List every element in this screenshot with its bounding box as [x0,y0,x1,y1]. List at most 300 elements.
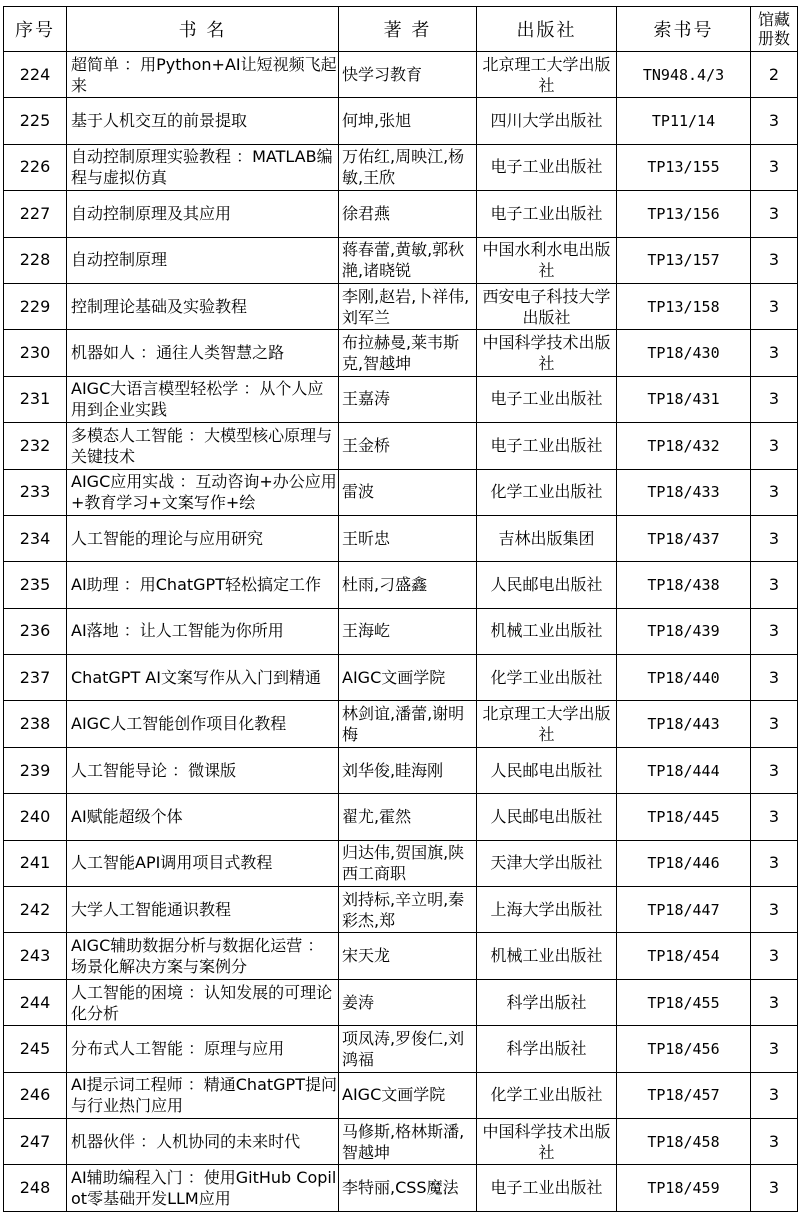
cell-author [339,469,477,515]
cell-publisher-text: 机械工业出版社 [490,946,603,966]
table-row [4,701,798,747]
cell-count-text: 3 [768,343,780,363]
cell-count [751,144,798,190]
cell-count-text: 3 [768,714,780,734]
cell-title [67,1026,339,1072]
cell-author [339,840,477,886]
cell-call-number [617,98,751,144]
cell-publisher-text: 化学工业出版社 [490,1085,603,1105]
cell-publisher [477,191,617,237]
cell-title-text: AI提示词工程师 ：精通ChatGPT提问与行业热门应用 [71,1075,337,1116]
cell-title [67,469,339,515]
cell-call-number-text: TP18/455 [647,993,720,1012]
cell-call-number [617,469,751,515]
cell-author [339,144,477,190]
cell-count [751,237,798,283]
cell-count-text: 3 [768,806,780,826]
cell-num [4,423,67,469]
cell-author-text: AIGC文画学院 [342,1085,446,1105]
cell-title-text: 控制理论基础及实验教程 [71,296,248,316]
cell-publisher [477,701,617,747]
cell-num-text: 236 [19,621,51,641]
cell-publisher-text: 化学工业出版社 [490,667,603,687]
cell-num-text: 225 [19,111,51,131]
table-row [4,747,798,793]
cell-author-text: 归达伟,贺国旗,陕西工商职 [342,843,465,884]
cell-call-number [617,330,751,376]
cell-num [4,515,67,561]
cell-title-text: AIGC应用实战 ：互动咨询+办公应用+教育学习+文案写作+绘 [71,472,337,513]
cell-publisher [477,1072,617,1118]
cell-author [339,330,477,376]
cell-publisher-text: 人民邮电出版社 [490,574,603,594]
cell-num [4,562,67,608]
cell-num-text: 238 [19,714,51,734]
cell-title-text: 人工智能API调用项目式教程 [71,853,273,873]
cell-call-number-text: TP18/459 [647,1179,720,1198]
cell-num [4,887,67,933]
table-row [4,52,798,98]
cell-count-text: 3 [768,899,780,919]
cell-author-text: 姜涛 [342,992,375,1012]
cell-title [67,98,339,144]
cell-num [4,1072,67,1118]
cell-num-text: 241 [19,853,51,873]
cell-count [751,191,798,237]
cell-author [339,747,477,793]
cell-num [4,237,67,283]
table-row [4,979,798,1025]
cell-num-text: 227 [19,203,51,223]
cell-publisher [477,283,617,329]
cell-author-text: 王昕忠 [342,528,391,548]
cell-publisher [477,98,617,144]
cell-title [67,840,339,886]
cell-publisher-text: 吉林出版集团 [498,528,595,548]
cell-title-text: 机器伙伴 ：人机协同的未来时代 [71,1131,301,1151]
cell-publisher-text: 电子工业出版社 [490,203,603,223]
cell-count [751,1165,798,1212]
cell-call-number-text: TP18/430 [647,344,720,363]
table-row [4,887,798,933]
cell-publisher-text: 化学工业出版社 [490,482,603,502]
cell-num-text: 247 [19,1131,51,1151]
cell-publisher-text: 中国水利水电出版社 [482,240,611,281]
cell-count-text: 3 [768,203,780,223]
cell-count [751,608,798,654]
cell-title [67,608,339,654]
cell-count-text: 3 [768,296,780,316]
table-row [4,1026,798,1072]
cell-count-text: 3 [768,1178,780,1198]
cell-count [751,979,798,1025]
cell-title [67,144,339,190]
cell-title-text: 机器如人 ：通往人类智慧之路 [71,343,285,363]
cell-title-text: AI助理 ：用ChatGPT轻松搞定工作 [71,574,321,594]
cell-publisher [477,1026,617,1072]
header-call-number: 索书号 [617,7,751,52]
cell-author-text: 王海屹 [342,621,391,641]
cell-title-text: AI落地 ：让人工智能为你所用 [71,621,284,641]
cell-author [339,794,477,840]
cell-count [751,52,798,98]
cell-author-text: 雷波 [342,482,375,502]
table-row [4,191,798,237]
cell-title-text: 自动控制原理 [71,250,168,270]
cell-publisher [477,469,617,515]
cell-publisher-text: 科学出版社 [506,992,587,1012]
table-row [4,237,798,283]
cell-num [4,469,67,515]
cell-publisher [477,655,617,701]
cell-num-text: 234 [19,528,51,548]
cell-publisher [477,1165,617,1212]
cell-num-text: 245 [19,1038,51,1058]
cell-publisher-text: 机械工业出版社 [490,621,603,641]
table-row [4,423,798,469]
cell-call-number-text: TP13/158 [647,297,720,316]
cell-author-text: 杜雨,刁盛鑫 [342,574,428,594]
table-row [4,376,798,422]
cell-publisher [477,608,617,654]
cell-num [4,144,67,190]
cell-count [751,376,798,422]
cell-author-text: AIGC文画学院 [342,667,446,687]
cell-count [751,1118,798,1164]
cell-publisher-text: 上海大学出版社 [490,899,603,919]
cell-author-text: 布拉赫曼,莱韦斯克,智越坤 [342,333,460,374]
cell-publisher [477,887,617,933]
cell-publisher-text: 电子工业出版社 [490,157,603,177]
cell-call-number-text: TP18/433 [647,483,720,502]
cell-title-text: 人工智能导论 ：微课版 [71,760,237,780]
cell-num [4,608,67,654]
cell-publisher-text: 电子工业出版社 [490,435,603,455]
cell-author [339,191,477,237]
cell-author [339,1072,477,1118]
cell-num [4,1026,67,1072]
cell-call-number [617,701,751,747]
cell-author [339,979,477,1025]
cell-count-text: 3 [768,250,780,270]
cell-author [339,423,477,469]
cell-title-text: AIGC辅助数据分析与数据化运营 ：场景化解决方案与案例分 [71,936,324,977]
cell-author [339,52,477,98]
cell-title [67,237,339,283]
cell-title [67,887,339,933]
table-row [4,655,798,701]
cell-count-text: 3 [768,389,780,409]
cell-call-number [617,423,751,469]
cell-call-number [617,283,751,329]
cell-count-text: 3 [768,853,780,873]
cell-count [751,794,798,840]
table-row [4,144,798,190]
cell-title [67,283,339,329]
cell-author [339,701,477,747]
cell-title [67,933,339,979]
cell-title-text: ChatGPT AI文案写作从入门到精通 [71,667,321,687]
header-title: 书 名 [67,7,339,52]
cell-title-text: AIGC人工智能创作项目化教程 [71,714,287,734]
cell-num [4,701,67,747]
cell-title [67,979,339,1025]
cell-call-number [617,1026,751,1072]
cell-author-text: 项凤涛,罗俊仁,刘鸿福 [342,1028,465,1069]
cell-count [751,747,798,793]
cell-num-text: 240 [19,806,51,826]
cell-publisher-text: 北京理工大学出版社 [482,704,611,745]
cell-title [67,52,339,98]
cell-publisher [477,979,617,1025]
cell-num [4,98,67,144]
cell-publisher-text: 中国科学技术出版社 [482,1121,611,1162]
cell-call-number-text: TP18/440 [647,668,720,687]
cell-author [339,515,477,561]
table-row [4,794,798,840]
cell-num-text: 228 [19,250,51,270]
cell-count-text: 3 [768,992,780,1012]
cell-author-text: 王嘉涛 [342,389,391,409]
cell-call-number [617,608,751,654]
cell-call-number-text: TP18/456 [647,1039,720,1058]
cell-call-number-text: TN948.4/3 [642,65,725,84]
cell-num-text: 226 [19,157,51,177]
cell-call-number [617,655,751,701]
cell-title-text: 多模态人工智能 ：大模型核心原理与关键技术 [71,425,333,466]
cell-count-text: 3 [768,760,780,780]
cell-author [339,655,477,701]
cell-publisher [477,562,617,608]
cell-count [751,423,798,469]
cell-call-number [617,794,751,840]
cell-num-text: 232 [19,435,51,455]
cell-author [339,1118,477,1164]
cell-count [751,840,798,886]
cell-count-text: 3 [768,435,780,455]
cell-publisher-text: 人民邮电出版社 [490,760,603,780]
cell-title [67,423,339,469]
cell-num [4,52,67,98]
cell-call-number-text: TP18/458 [647,1132,720,1151]
cell-call-number-text: TP18/438 [647,575,720,594]
cell-publisher-text: 北京理工大学出版社 [482,54,611,95]
cell-num [4,933,67,979]
cell-author-text: 王金桥 [342,435,391,455]
cell-count-text: 3 [768,946,780,966]
cell-publisher-text: 电子工业出版社 [490,389,603,409]
cell-call-number-text: TP18/439 [647,622,720,641]
cell-title [67,376,339,422]
cell-author-text: 蒋春蕾,黄敏,郭秋滟,诸晓锐 [342,240,465,281]
table-row [4,840,798,886]
cell-publisher [477,515,617,561]
table-row [4,562,798,608]
cell-call-number [617,979,751,1025]
cell-call-number-text: TP18/457 [647,1086,720,1105]
cell-author [339,887,477,933]
cell-count-text: 3 [768,1085,780,1105]
cell-count-text: 3 [768,157,780,177]
cell-title [67,1165,339,1212]
cell-count-text: 3 [768,111,780,131]
cell-num [4,655,67,701]
cell-call-number-text: TP18/454 [647,947,720,966]
cell-num [4,979,67,1025]
cell-publisher [477,144,617,190]
cell-call-number-text: TP18/437 [647,529,720,548]
cell-call-number [617,562,751,608]
cell-title [67,191,339,237]
cell-author [339,376,477,422]
cell-num [4,1118,67,1164]
cell-title [67,794,339,840]
cell-publisher [477,747,617,793]
cell-author [339,608,477,654]
cell-count-text: 3 [768,482,780,502]
cell-count-text: 3 [768,574,780,594]
cell-publisher [477,52,617,98]
cell-publisher [477,1118,617,1164]
cell-num [4,1165,67,1212]
cell-count [751,933,798,979]
cell-num-text: 243 [19,946,51,966]
cell-call-number [617,1072,751,1118]
cell-author [339,237,477,283]
table-row [4,1165,798,1212]
cell-author-text: 刘华俊,眭海刚 [342,760,444,780]
cell-publisher [477,237,617,283]
cell-num-text: 230 [19,343,51,363]
cell-num [4,283,67,329]
cell-num [4,840,67,886]
cell-num [4,794,67,840]
cell-author-text: 宋天龙 [342,946,391,966]
cell-publisher [477,423,617,469]
cell-count [751,655,798,701]
cell-title-text: 大学人工智能通识教程 [71,899,232,919]
book-catalog-table [3,6,798,1212]
cell-publisher-text: 电子工业出版社 [490,1178,603,1198]
cell-call-number [617,237,751,283]
cell-title [67,330,339,376]
table-row [4,330,798,376]
cell-title-text: 分布式人工智能 ：原理与应用 [71,1038,285,1058]
cell-publisher [477,794,617,840]
cell-publisher [477,330,617,376]
cell-author-text: 刘持标,辛立明,秦彩杰,郑 [342,889,465,930]
cell-count [751,469,798,515]
cell-title-text: 自动控制原理实验教程 ：MATLAB编程与虚拟仿真 [71,147,333,188]
cell-call-number [617,52,751,98]
cell-publisher [477,840,617,886]
cell-author-text: 李特丽,CSS魔法 [342,1178,459,1198]
cell-publisher-text: 四川大学出版社 [490,111,603,131]
cell-count-text: 3 [768,667,780,687]
table-row [4,469,798,515]
table-row [4,933,798,979]
cell-count [751,887,798,933]
cell-call-number-text: TP18/447 [647,900,720,919]
cell-call-number [617,887,751,933]
cell-call-number-text: TP13/155 [647,158,720,177]
cell-num-text: 246 [19,1085,51,1105]
cell-publisher-text: 中国科学技术出版社 [482,333,611,374]
cell-title-text: AI辅助编程入门 ：使用GitHub Copilot零基础开发LLM应用 [71,1168,337,1209]
cell-publisher-text: 人民邮电出版社 [490,806,603,826]
cell-author [339,1026,477,1072]
cell-call-number-text: TP18/445 [647,807,720,826]
cell-count-text: 3 [768,1131,780,1151]
cell-author-text: 徐君燕 [342,203,391,223]
cell-num-text: 235 [19,574,51,594]
cell-call-number-text: TP18/444 [647,761,720,780]
cell-author-text: 马修斯,格林斯潘,智越坤 [342,1121,465,1162]
table-row [4,1072,798,1118]
cell-title-text: AIGC大语言模型轻松学 ：从个人应用到企业实践 [71,379,324,420]
cell-call-number [617,840,751,886]
cell-call-number-text: TP18/431 [647,390,720,409]
cell-title-text: 超简单 ：用Python+AI让短视频飞起来 [71,54,337,95]
cell-call-number [617,515,751,561]
table-row [4,1118,798,1164]
header-author: 著 者 [339,7,477,52]
cell-num [4,747,67,793]
cell-title [67,655,339,701]
table-body [4,52,798,1212]
cell-call-number-text: TP18/443 [647,715,720,734]
cell-count [751,1072,798,1118]
header-row [4,7,798,52]
cell-publisher [477,376,617,422]
cell-title-text: 自动控制原理及其应用 [71,203,232,223]
cell-count [751,515,798,561]
cell-count-text: 3 [768,1038,780,1058]
cell-count [751,1026,798,1072]
cell-author [339,283,477,329]
cell-author [339,562,477,608]
cell-title [67,1072,339,1118]
table-row [4,98,798,144]
table-row [4,515,798,561]
cell-count [751,283,798,329]
cell-author-text: 快学习教育 [342,64,423,84]
cell-num-text: 237 [19,667,51,687]
cell-title [67,1118,339,1164]
cell-title-text: 人工智能的理论与应用研究 [71,528,264,548]
cell-title-text: 基于人机交互的前景提取 [71,111,248,131]
cell-count-text: 2 [768,64,780,84]
cell-title-text: AI赋能超级个体 [71,806,183,826]
cell-author-text: 何坤,张旭 [342,111,412,131]
cell-title [67,515,339,561]
table-row [4,608,798,654]
cell-title-text: 人工智能的困境 ：认知发展的可理论化分析 [71,982,333,1023]
cell-title [67,747,339,793]
cell-num-text: 231 [19,389,51,409]
cell-call-number [617,1118,751,1164]
cell-publisher-text: 科学出版社 [506,1038,587,1058]
cell-count-text: 3 [768,621,780,641]
cell-call-number [617,1165,751,1212]
cell-num-text: 224 [19,64,51,84]
cell-call-number-text: TP18/432 [647,436,720,455]
cell-author-text: 李刚,赵岩,卜祥伟,刘军兰 [342,286,470,327]
header-count: 馆藏册数 [751,7,798,52]
cell-author-text: 万佑红,周映江,杨敏,王欣 [342,147,465,188]
cell-num [4,376,67,422]
cell-num-text: 233 [19,482,51,502]
